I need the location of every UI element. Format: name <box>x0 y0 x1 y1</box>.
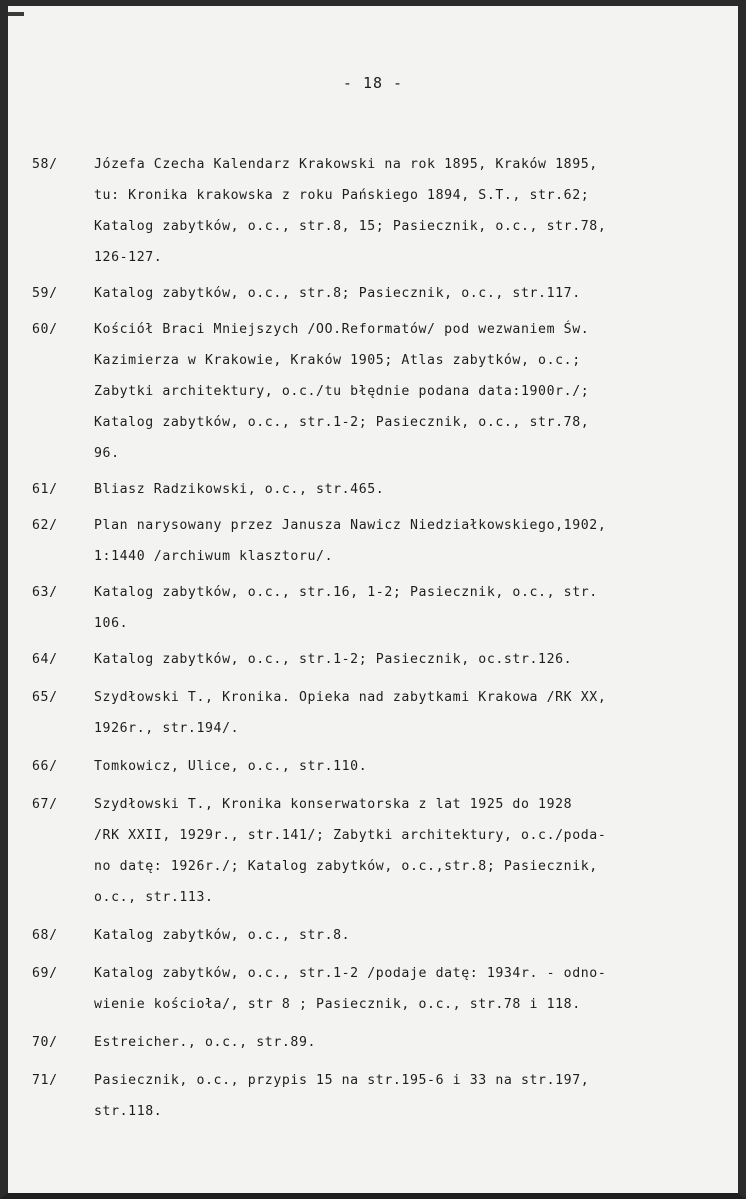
footnote-item <box>8 789 738 913</box>
footnote-text-line: Katalog zabytków, o.c., str.8; Pasiecznik, o.c., str.117. <box>94 286 581 301</box>
footnote-item <box>8 577 738 639</box>
footnote-number: 61/ <box>32 482 58 497</box>
footnote-number: 59/ <box>32 286 58 301</box>
footnote-number: 60/ <box>32 322 58 337</box>
footnotes-list <box>8 149 738 1127</box>
footnote-item <box>8 920 738 951</box>
footnote-text-line: o.c., str.113. <box>94 890 214 905</box>
footnote-number: 70/ <box>32 1035 58 1050</box>
footnote-item <box>8 510 738 572</box>
footnote-text-line: 1926r., str.194/. <box>94 721 240 736</box>
footnote-text-line: tu: Kronika krakowska z roku Pańskiego 1894, S.T., str.62; <box>94 188 590 203</box>
footnote-item <box>8 278 738 309</box>
footnote-number: 66/ <box>32 759 58 774</box>
scan-edge-mark <box>8 12 24 16</box>
footnote-text-line: 1:1440 /archiwum klasztoru/. <box>94 549 334 564</box>
footnote-item <box>8 751 738 782</box>
footnote-text-line: 106. <box>94 616 129 631</box>
footnote-number: 65/ <box>32 690 58 705</box>
footnote-text-line: Zabytki architektury, o.c./tu błędnie podana data:1900r./; <box>94 384 590 399</box>
footnote-item <box>8 682 738 744</box>
footnote-item <box>8 314 738 469</box>
footnote-number: 58/ <box>32 157 58 172</box>
footnote-number: 69/ <box>32 966 58 981</box>
footnote-text-line: Bliasz Radzikowski, o.c., str.465. <box>94 482 385 497</box>
footnote-number: 67/ <box>32 797 58 812</box>
footnote-text-line: Katalog zabytków, o.c., str.16, 1-2; Pasiecznik, o.c., str. <box>94 585 598 600</box>
footnote-text-line: Plan narysowany przez Janusza Nawicz Niedziałkowskiego,1902, <box>94 518 607 533</box>
page-number: - 18 - <box>342 74 404 92</box>
footnote-text-line: 96. <box>94 446 120 461</box>
footnote-text-line: Katalog zabytków, o.c., str.1-2 /podaje datę: 1934r. - odno- <box>94 966 607 981</box>
footnote-text-line: no datę: 1926r./; Katalog zabytków, o.c.,str.8; Pasiecznik, <box>94 859 598 874</box>
footnote-number: 64/ <box>32 652 58 667</box>
footnote-text-line: Pasiecznik, o.c., przypis 15 na str.195-6 i 33 na str.197, <box>94 1073 590 1088</box>
footnote-text-line: Katalog zabytków, o.c., str.8. <box>94 928 351 943</box>
footnote-text-line: wienie kościoła/, str 8 ; Pasiecznik, o.c., str.78 i 118. <box>94 997 581 1012</box>
footnote-item <box>8 474 738 505</box>
footnote-text-line: 126-127. <box>94 250 163 265</box>
footnote-item <box>8 149 738 273</box>
footnote-text-line: Katalog zabytków, o.c., str.8, 15; Pasiecznik, o.c., str.78, <box>94 219 607 234</box>
footnote-item <box>8 958 738 1020</box>
footnote-text-line: Józefa Czecha Kalendarz Krakowski na rok 1895, Kraków 1895, <box>94 157 598 172</box>
footnote-text-line: Kościół Braci Mniejszych /OO.Reformatów/ pod wezwaniem Św. <box>94 322 590 337</box>
footnote-text-line: str.118. <box>94 1104 163 1119</box>
footnote-number: 62/ <box>32 518 58 533</box>
footnote-text-line: Szydłowski T., Kronika. Opieka nad zabytkami Krakowa /RK XX, <box>94 690 607 705</box>
footnote-text-line: /RK XXII, 1929r., str.141/; Zabytki architektury, o.c./poda- <box>94 828 607 843</box>
footnote-item <box>8 644 738 675</box>
footnote-number: 68/ <box>32 928 58 943</box>
footnote-text-line: Szydłowski T., Kronika konserwatorska z lat 1925 do 1928 <box>94 797 573 812</box>
footnote-text-line: Katalog zabytków, o.c., str.1-2; Pasiecznik, o.c., str.78, <box>94 415 590 430</box>
footnote-text-line: Kazimierza w Krakowie, Kraków 1905; Atlas zabytków, o.c.; <box>94 353 581 368</box>
footnote-number: 71/ <box>32 1073 58 1088</box>
footnote-text-line: Katalog zabytków, o.c., str.1-2; Pasiecznik, oc.str.126. <box>94 652 573 667</box>
footnote-item <box>8 1027 738 1058</box>
footnote-text-line: Estreicher., o.c., str.89. <box>94 1035 317 1050</box>
footnote-item <box>8 1065 738 1127</box>
footnote-text-line: Tomkowicz, Ulice, o.c., str.110. <box>94 759 368 774</box>
footnote-number: 63/ <box>32 585 58 600</box>
